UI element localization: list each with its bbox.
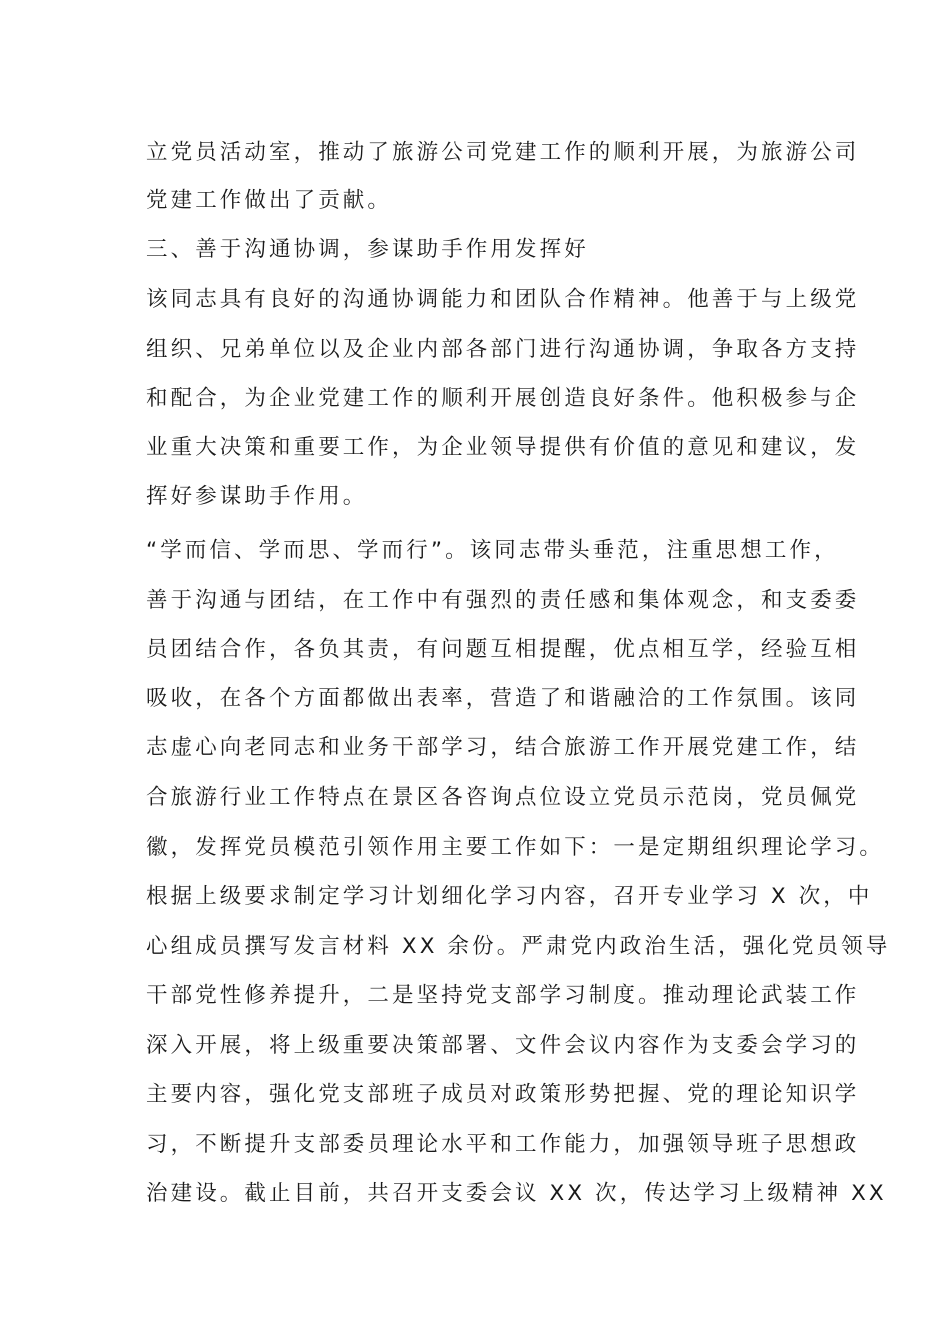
text-line: 组织、兄弟单位以及企业内部各部门进行沟通协调，争取各方支持 (146, 337, 860, 362)
text-line: 党建工作做出了贡献。 (146, 188, 393, 213)
text-line: 员团结合作，各负其责，有问题互相提醒，优点相互学，经验互相 (146, 637, 860, 662)
text-line: 干部党性修养提升，二是坚持党支部学习制度。推动理论武装工作 (146, 983, 860, 1008)
text-line: 立党员活动室，推动了旅游公司党建工作的顺利开展，为旅游公司 (146, 140, 860, 165)
text-line: 习，不断提升支部委员理论水平和工作能力，加强领导班子思想政 (146, 1132, 860, 1157)
text-line: 志虚心向老同志和业务干部学习，结合旅游工作开展党建工作，结 (146, 735, 860, 760)
text-line: 业重大决策和重要工作，为企业领导提供有价值的意见和建议，发 (146, 435, 860, 460)
text-line: 合旅游行业工作特点在景区各咨询点位设立党员示范岗，党员佩党 (146, 785, 860, 810)
section-heading: 三、善于沟通协调，参谋助手作用发挥好 (146, 237, 589, 262)
text-line: 吸收，在各个方面都做出表率，营造了和谐融洽的工作氛围。该同 (146, 686, 860, 711)
text-line: 徽，发挥党员模范引领作用主要工作如下：一是定期组织理论学习。 (146, 835, 885, 860)
text-line: 善于沟通与团结，在工作中有强烈的责任感和集体观念，和支委委 (146, 588, 860, 613)
text-line: 和配合，为企业党建工作的顺利开展创造良好条件。他积极参与企 (146, 386, 860, 411)
text-line: “学而信、学而思、学而行”。该同志带头垂范，注重思想工作， (146, 538, 839, 563)
text-line: 治建设。截止目前，共召开支委会议 XX 次，传达学习上级精神 XX (146, 1181, 887, 1206)
text-line: 主要内容，强化党支部班子成员对政策形势把握、党的理论知识学 (146, 1082, 860, 1107)
text-line: 心组成员撰写发言材料 XX 余份。严肃党内政治生活，强化党员领导 (146, 934, 891, 959)
text-line: 该同志具有良好的沟通协调能力和团队合作精神。他善于与上级党 (146, 287, 860, 312)
text-line: 深入开展，将上级重要决策部署、文件会议内容作为支委会学习的 (146, 1033, 860, 1058)
text-line: 根据上级要求制定学习计划细化学习内容，召开专业学习 X 次，中 (146, 884, 873, 909)
text-line: 挥好参谋助手作用。 (146, 484, 368, 509)
